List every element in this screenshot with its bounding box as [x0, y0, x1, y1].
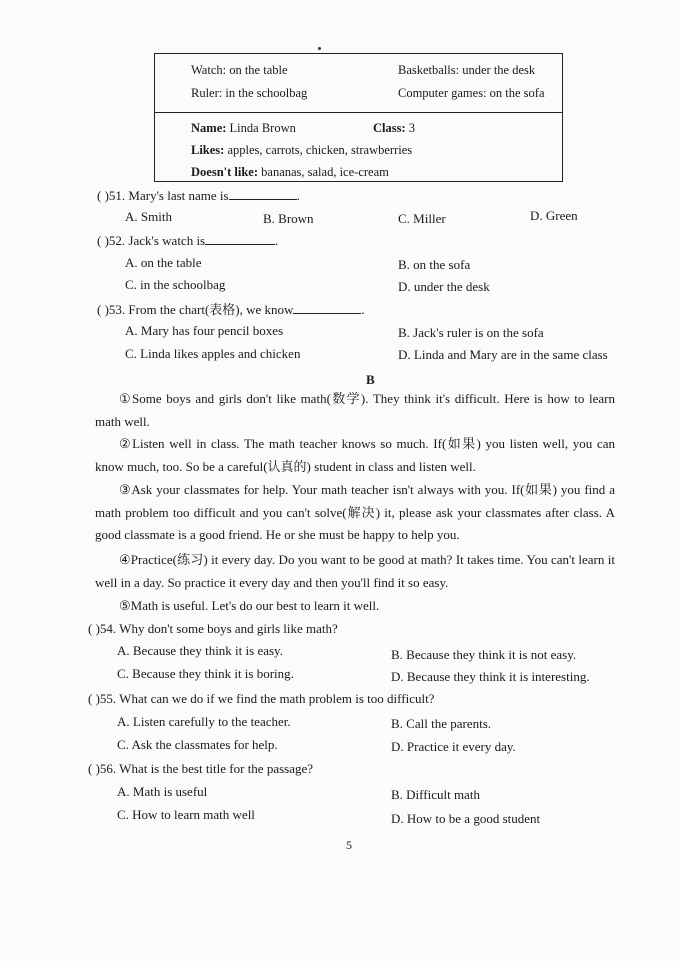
q54-option-a[interactable]: A. Because they think it is easy.	[117, 643, 283, 658]
info-chart-profile	[155, 113, 562, 181]
q52-option-a[interactable]: A. on the table	[125, 255, 202, 270]
info-chart	[154, 53, 563, 182]
likes-row	[191, 144, 412, 157]
passage-paragraph-3: ③Ask your classmates for help. Your math teacher isn't always with you. If(如果) you find a math problem too difficult and you can't solve(解决) it, please ask your classmates after class. A good classmate is a good friend. He or she must be happy to help you.	[95, 482, 615, 542]
question-53-end: .	[361, 302, 365, 317]
question-51-stem: ( )51. Mary's last name is	[97, 188, 229, 203]
q55-option-c[interactable]: C. Ask the classmates for help.	[117, 737, 278, 752]
question-55: ( )55. What can we do if we find the math problem is too difficult?	[88, 691, 435, 706]
question-51-end: .	[296, 188, 300, 203]
question-53-stem: ( )53. From the chart(表格), we know	[97, 302, 294, 317]
class-label: Class:	[373, 121, 406, 135]
q51-option-a[interactable]: A. Smith	[125, 209, 172, 224]
question-56: ( )56. What is the best title for the passage?	[88, 761, 314, 776]
passage-paragraph-4: ④Practice(练习) it every day. Do you want to be good at math? It takes time. You can't learn it well in a day. So practice it every day and then you'll find it so easy.	[95, 552, 615, 590]
dislikes-value: bananas, salad, ice-cream	[261, 165, 389, 179]
q56-option-c[interactable]: C. How to learn math well	[117, 807, 255, 822]
q53-option-c[interactable]: C. Linda likes apples and chicken	[125, 346, 301, 361]
q56-option-b[interactable]: B. Difficult math	[391, 787, 480, 802]
answer-blank[interactable]	[293, 302, 361, 314]
passage-paragraph-2: ②Listen well in class. The math teacher knows so much. If(如果) you listen well, you can know much, too. So be a careful(认真的) student in class and listen well.	[95, 436, 615, 474]
q55-option-d[interactable]: D. Practice it every day.	[391, 739, 516, 754]
q54-option-b[interactable]: B. Because they think it is not easy.	[391, 647, 577, 662]
passage-paragraph-1: ①Some boys and girls don't like math(数学). They think it's difficult. Here is how to learn math well.	[95, 391, 615, 429]
question-54: ( )54. Why don't some boys and girls like math?	[88, 621, 338, 636]
likes-label: Likes:	[191, 143, 225, 157]
item-ruler: Ruler: in the schoolbag	[191, 86, 308, 100]
q53-option-a[interactable]: A. Mary has four pencil boxes	[125, 323, 284, 338]
q53-option-d[interactable]: D. Linda and Mary are in the same class	[398, 347, 608, 362]
class-value: 3	[408, 121, 416, 135]
question-53	[97, 302, 365, 316]
dislikes-row	[191, 166, 389, 179]
class-row	[373, 122, 415, 135]
q51-option-b[interactable]: B. Brown	[263, 211, 314, 226]
item-computer-games: Computer games: on the sofa	[398, 86, 545, 100]
name-value: Linda Brown	[229, 121, 296, 135]
speck	[318, 47, 321, 50]
answer-blank[interactable]	[205, 233, 275, 245]
q56-option-a[interactable]: A. Math is useful	[117, 784, 208, 799]
info-chart-items	[155, 54, 562, 113]
passage-paragraph-5: ⑤Math is useful. Let's do our best to learn it well.	[119, 598, 380, 613]
q53-option-b[interactable]: B. Jack's ruler is on the sofa	[398, 325, 544, 340]
question-51	[97, 188, 300, 202]
q51-option-d[interactable]: D. Green	[530, 208, 578, 223]
name-label: Name:	[191, 121, 227, 135]
q52-option-c[interactable]: C. in the schoolbag	[125, 277, 226, 292]
q55-option-b[interactable]: B. Call the parents.	[391, 716, 492, 731]
q54-option-c[interactable]: C. Because they think it is boring.	[117, 666, 294, 681]
name-row	[191, 122, 296, 135]
item-watch: Watch: on the table	[191, 63, 288, 77]
question-52-end: .	[275, 233, 279, 248]
question-52	[97, 233, 278, 247]
likes-value: apples, carrots, chicken, strawberries	[227, 143, 413, 157]
question-52-stem: ( )52. Jack's watch is	[97, 233, 206, 248]
q54-option-d[interactable]: D. Because they think it is interesting.	[391, 669, 590, 684]
item-basketballs: Basketballs: under the desk	[398, 63, 536, 77]
answer-blank[interactable]	[229, 188, 297, 200]
page-number: 5	[346, 838, 352, 852]
q51-option-c[interactable]: C. Miller	[398, 211, 446, 226]
q56-option-d[interactable]: D. How to be a good student	[391, 811, 541, 826]
dislikes-label: Doesn't like:	[191, 165, 259, 179]
q52-option-b[interactable]: B. on the sofa	[398, 257, 471, 272]
q55-option-a[interactable]: A. Listen carefully to the teacher.	[117, 714, 291, 729]
q52-option-d[interactable]: D. under the desk	[398, 279, 490, 294]
section-heading: B	[366, 372, 375, 387]
